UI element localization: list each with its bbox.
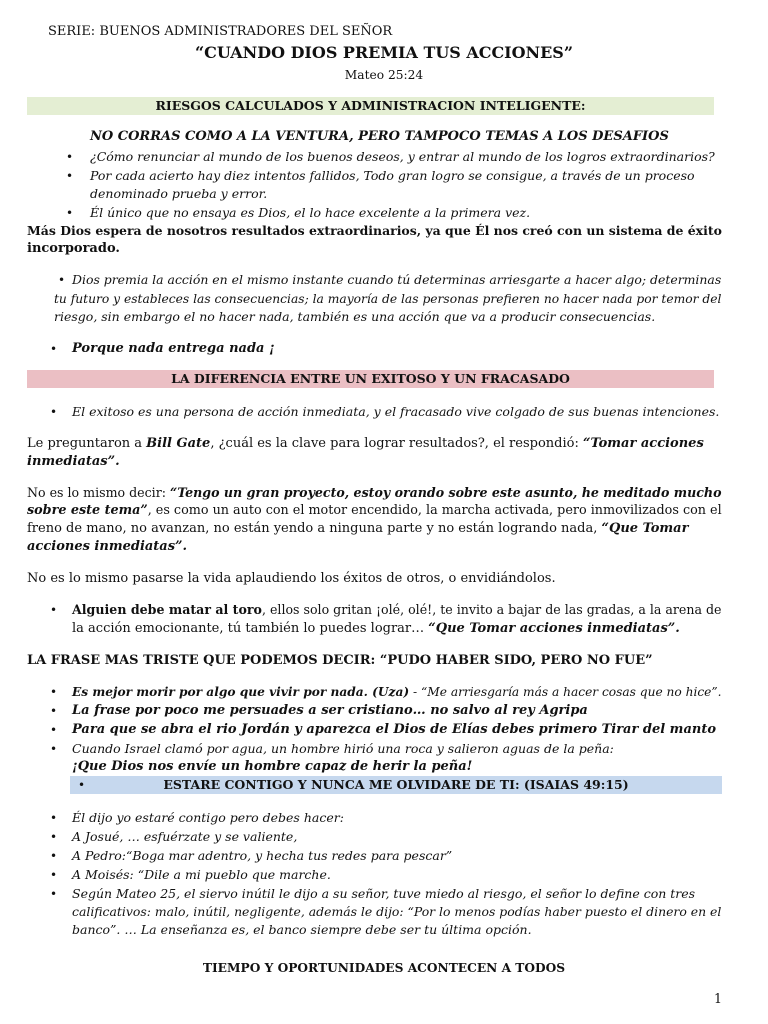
mateo-line-1: Según Mateo 25, el siervo inútil le dijo a su señor, tuve miedo al riesgo, el señor lo define con tres: [72, 886, 696, 901]
estare-item-4: A Moisés: “Dile a mi pueblo que marche.: [72, 867, 331, 882]
page-number: 1: [714, 991, 722, 1006]
decir-line-2: [27, 502, 722, 520]
bullet-icon: •: [50, 405, 58, 419]
frase-triste-heading: LA FRASE MAS TRISTE QUE PODEMOS DECIR: “PUDO HABER SIDO, PERO NO FUE”: [27, 653, 653, 668]
bullet-acierto: Por cada acierto hay diez intentos fallidos, Todo gran logro se consigue, a través de un proceso: [90, 168, 695, 183]
quote-segment: “Que Tomar acciones inmediatas”.: [428, 621, 680, 636]
bullet-icon: •: [66, 206, 74, 220]
bullet-icon: •: [50, 742, 58, 756]
bullet-ensaya: Él único que no ensaya es Dios, el lo hace excelente a la primera vez.: [90, 205, 531, 220]
toro-line-1: [72, 601, 722, 619]
page-title: “CUANDO DIOS PREMIA TUS ACCIONES”: [194, 43, 574, 62]
toro-line-2: [72, 620, 680, 638]
bullet-icon: •: [50, 603, 58, 617]
text-segment: , ellos solo gritan ¡olé, olé!, te invito a bajar de las gradas, a la arena de: [261, 602, 722, 617]
bullet-renunciar: ¿Cómo renunciar al mundo de los buenos deseos, y entrar al mundo de los logros extraordinarios?: [90, 149, 715, 164]
exitoso-bullet: El exitoso es una persona de acción inmediata, y el fracasado vive colgado de sus buenas intenciones.: [72, 404, 720, 419]
premia-line-1: Dios premia la acción en el mismo instante cuando tú determinas arriesgarte a hacer algo; determinas: [72, 272, 722, 287]
bullet-icon: •: [50, 342, 58, 356]
text-segment: Le preguntaron a: [27, 436, 147, 451]
bullet-icon: •: [50, 723, 58, 737]
premia-line-3: riesgo, sin embargo el no hacer nada, también es una acción que va a producir consecuencias.: [54, 309, 656, 324]
bullet-icon: •: [78, 778, 86, 792]
agripa-bullet: La frase por poco me persuades a ser cristiano… no salvo al rey Agripa: [72, 703, 588, 718]
bullet-icon: •: [66, 150, 74, 164]
bold-segment: Alguien debe matar al toro: [72, 602, 262, 617]
bullet-icon: •: [50, 685, 58, 699]
quote-segment: “Tomar acciones: [582, 436, 704, 451]
bill-gate-name: Bill Gate: [146, 436, 211, 451]
bullet-icon: •: [50, 704, 58, 718]
bullet-icon: •: [66, 169, 74, 183]
bill-gate-line-1: [27, 435, 704, 453]
decir-line-4: acciones inmediatas”.: [27, 539, 188, 554]
bullet-icon: •: [50, 830, 58, 844]
israel-bullet-bold: ¡Que Dios nos envíe un hombre capaz de herir la peña!: [72, 759, 473, 774]
text-segment: - “Me arriesgaría más a hacer cosas que no hice”.: [409, 685, 722, 699]
mateo-line-3: banco”. … La enseñanza es, el banco siempre debe ser tu última opción.: [72, 922, 532, 937]
text-segment: No es lo mismo decir:: [27, 485, 170, 500]
bold-segment: Es mejor morir por algo que vivir por nada. (Uza): [72, 685, 410, 699]
bold-paragraph-line-2: incorporado.: [27, 241, 120, 256]
bullet-icon: •: [50, 849, 58, 863]
mateo-line-2: calificativos: malo, inútil, negligente, además le dijo: “Por lo menos podías haber puesto el dinero en el: [72, 904, 722, 919]
bullet-icon: •: [50, 887, 58, 901]
bullet-icon: •: [50, 811, 58, 825]
pasarse-paragraph: No es lo mismo pasarse la vida aplaudiendo los éxitos de otros, o envidiándolos.: [27, 571, 556, 586]
bullet-icon: •: [58, 273, 66, 287]
estare-item-2: A Josué, … esfuérzate y se valiente,: [72, 829, 298, 844]
decir-line-3: [27, 520, 688, 538]
quote-segment: “Tengo un gran proyecto, estoy orando sobre este asunto, he meditado mucho: [169, 485, 722, 500]
text-segment: , ¿cuál es la clave para lograr resultados?, el respondió:: [210, 436, 583, 451]
premia-line-2: tu futuro y estableces las consecuencias; la mayoría de las personas prefieren no hacer nada por temor del: [54, 292, 722, 306]
nada-entrega-nada: Porque nada entrega nada ¡: [72, 341, 275, 356]
israel-bullet: Cuando Israel clamó por agua, un hombre hirió una roca y salieron aguas de la peña:: [72, 741, 614, 756]
estare-item-3: A Pedro:“Boga mar adentro, y hecha tus redes para pescar”: [72, 848, 453, 863]
section-band-estare-contigo: ESTARE CONTIGO Y NUNCA ME OLVIDARE DE TI: (ISAIAS 49:15): [70, 776, 722, 794]
quote-segment: sobre este tema”: [27, 503, 148, 518]
quote-segment: “Que Tomar: [601, 521, 689, 536]
series-label: SERIE: BUENOS ADMINISTRADORES DEL SEÑOR: [48, 24, 393, 39]
jordan-bullet: Para que se abra el rio Jordán y aparezca el Dios de Elías debes primero Tirar del manto: [72, 722, 716, 737]
section-band-diferencia: LA DIFERENCIA ENTRE UN EXITOSO Y UN FRACASADO: [27, 370, 714, 388]
text-segment: freno de mano, no avanzan, no están yendo a ninguna parte y no están logrando nada,: [27, 521, 602, 536]
bill-gate-line-2: inmediatas”.: [27, 454, 120, 469]
bullet-acierto-cont: denominado prueba y error.: [90, 186, 268, 201]
subheading-no-corras: NO CORRAS COMO A LA VENTURA, PERO TAMPOCO TEMAS A LOS DESAFIOS: [90, 129, 669, 144]
section-band-riesgos: RIESGOS CALCULADOS Y ADMINISTRACION INTELIGENTE:: [27, 97, 714, 115]
text-segment: , es como un auto con el motor encendido, la marcha activada, pero inmovilizados con el: [147, 503, 722, 518]
text-segment: la acción emocionante, tú también lo puedes lograr…: [72, 621, 429, 636]
bullet-icon: •: [50, 868, 58, 882]
estare-item-1: Él dijo yo estaré contigo pero debes hacer:: [72, 810, 344, 825]
closing-heading: TIEMPO Y OPORTUNIDADES ACONTECEN A TODOS: [202, 961, 566, 975]
bold-paragraph-line-1: Más Dios espera de nosotros resultados extraordinarios, ya que Él nos creó con un sistema de éxito: [27, 223, 722, 238]
decir-line-1: [27, 484, 721, 502]
uza-bullet: [72, 683, 721, 701]
scripture-reference: Mateo 25:24: [344, 68, 424, 82]
